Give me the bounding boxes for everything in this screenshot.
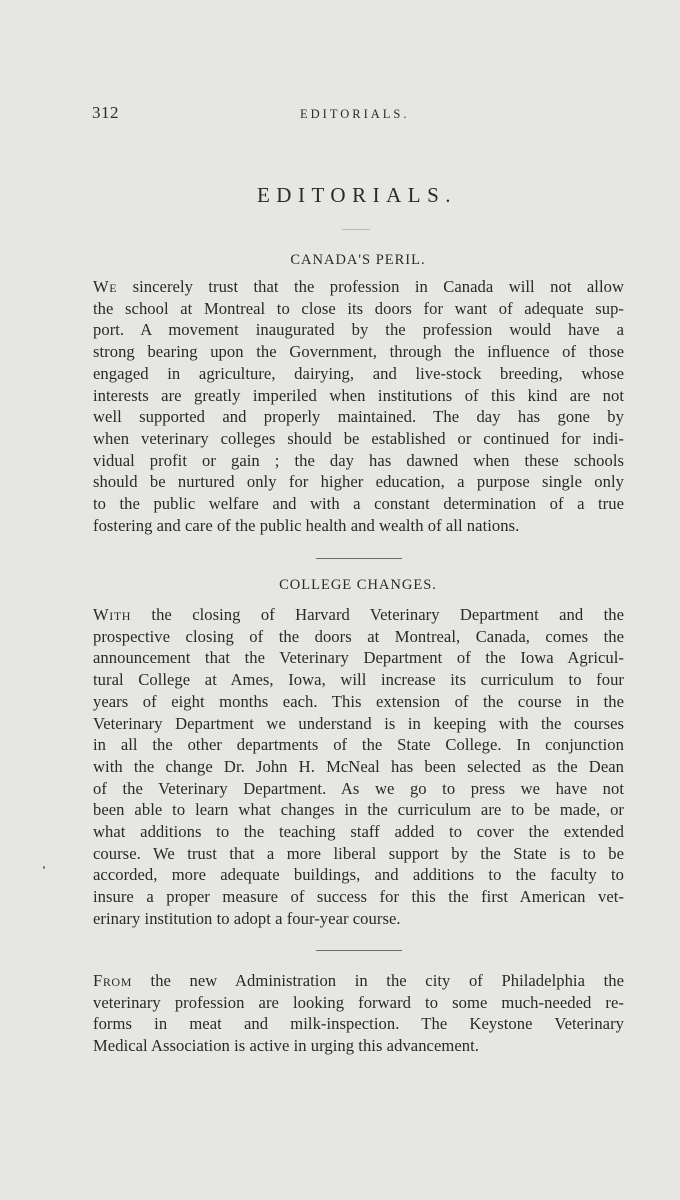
article-line: accorded, more adequate buildings, and additions to the faculty to <box>93 865 624 885</box>
article-heading-college-changes: COLLEGE CHANGES. <box>279 577 437 593</box>
article-line: Veterinary Department we understand is in keeping with the courses <box>93 713 624 733</box>
article-body-canadas-peril <box>93 276 624 536</box>
article-line: the school at Montreal to close its doors for want of adequate sup- <box>93 298 624 318</box>
section-divider <box>316 950 402 951</box>
page-number: 312 <box>92 103 119 122</box>
article-line: erinary institution to adopt a four-year course. <box>93 908 401 928</box>
article-line: Medical Association is active in urging this advancement. <box>93 1036 479 1056</box>
article-line: engaged in agriculture, dairying, and live-stock breeding, whose <box>93 363 624 383</box>
article-body-college-changes <box>93 604 624 930</box>
article-line: With the closing of Harvard Veterinary Department and the <box>93 605 624 624</box>
article-line: announcement that the Veterinary Department of the Iowa Agricul- <box>93 648 624 668</box>
article-line: prospective closing of the doors at Montreal, Canada, comes the <box>93 626 624 646</box>
article-line: port. A movement inaugurated by the profession would have a <box>93 320 624 340</box>
article-line: tural College at Ames, Iowa, will increase its curriculum to four <box>93 670 624 690</box>
article-line: in all the other departments of the State College. In conjunction <box>93 735 624 755</box>
article-line: to the public welfare and with a constant determination of a true <box>93 494 624 514</box>
article-line: years of eight months each. This extension of the course in the <box>93 691 624 711</box>
article-line: when veterinary colleges should be established or continued for indi- <box>93 428 624 448</box>
article-line: From the new Administration in the city of Philadelphia the <box>93 971 624 990</box>
article-heading-canadas-peril: CANADA'S PERIL. <box>290 252 426 268</box>
section-title: EDITORIALS. <box>256 183 458 207</box>
article-line: fostering and care of the public health and wealth of all nations. <box>93 515 520 535</box>
article-line: course. We trust that a more liberal support by the State is to be <box>93 843 624 863</box>
paper-speck <box>43 866 45 869</box>
running-head <box>92 103 622 127</box>
article-first-word: From <box>93 971 132 990</box>
article-line: We sincerely trust that the profession in Canada will not allow <box>93 277 624 296</box>
section-divider <box>316 558 402 559</box>
title-underline <box>342 229 370 230</box>
article-line: what additions to the teaching staff added to cover the extended <box>93 822 624 842</box>
article-body-philadelphia <box>93 970 624 1057</box>
article-line: strong bearing upon the Government, through the influence of those <box>93 342 624 362</box>
article-line: been able to learn what changes in the curriculum are to be made, or <box>93 800 624 820</box>
article-line: forms in meat and milk-inspection. The Keystone Veterinary <box>93 1014 624 1034</box>
article-first-word: With <box>93 605 132 624</box>
article-line: with the change Dr. John H. McNeal has been selected as the Dean <box>93 756 624 776</box>
article-line: well supported and properly maintained. The day has gone by <box>93 407 624 427</box>
article-line: vidual profit or gain ; the day has dawned when these schools <box>93 450 624 470</box>
article-line: interests are greatly imperiled when institutions of this kind are not <box>93 385 624 405</box>
running-title: EDITORIALS. <box>300 107 410 121</box>
article-first-word: We <box>93 277 118 296</box>
article-line: insure a proper measure of success for this the first American vet- <box>93 887 624 907</box>
article-line: should be nurtured only for higher education, a purpose single only <box>93 472 624 492</box>
article-line: of the Veterinary Department. As we go to press we have not <box>93 778 624 798</box>
article-line: veterinary profession are looking forward to some much-needed re- <box>93 992 624 1012</box>
